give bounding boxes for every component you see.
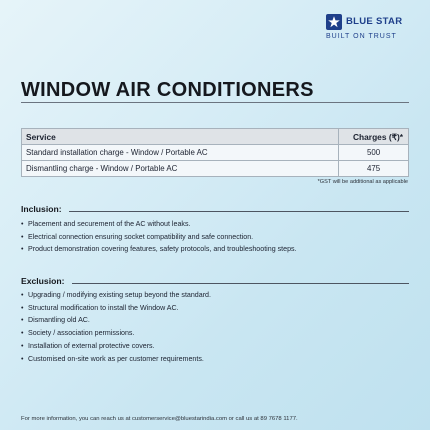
list-item: • Customised on-site work as per customer requirements. [21,353,211,366]
charge-cell: 500 [339,145,409,161]
list-item: • Placement and securement of the AC without leaks. [21,218,297,231]
charges-column-header: Charges (₹)* [339,129,409,145]
star-icon [326,14,342,30]
list-item: • Electrical connection ensuring socket compatibility and safe connection. [21,231,297,244]
list-item: • Society / association permissions. [21,327,211,340]
list-item: • Product demonstration covering features, safety protocols, and troubleshooting steps. [21,243,297,256]
exclusion-label: Exclusion: [21,276,65,286]
gst-note: *GST will be additional as applicable [317,179,408,185]
contact-footer: For more information, you can reach us at customerservice@bluestarindia.com or call us at 89 7678 1177. [21,416,298,422]
list-item: • Installation of external protective covers. [21,340,211,353]
exclusion-divider [72,283,409,284]
exclusion-heading [21,276,409,288]
charge-cell: 475 [339,161,409,177]
title-divider [21,102,409,103]
brand-name: BLUE STAR [346,16,403,27]
service-cell: Dismantling charge - Window / Portable AC [22,161,339,177]
inclusion-label: Inclusion: [21,204,62,214]
brand-tagline: BUILT ON TRUST [326,33,397,40]
service-column-header: Service [22,129,339,145]
service-cell: Standard installation charge - Window / Portable AC [22,145,339,161]
list-item: • Dismantling old AC. [21,314,211,327]
exclusion-list [21,289,211,365]
list-item: • Upgrading / modifying existing setup beyond the standard. [21,289,211,302]
page-title: WINDOW AIR CONDITIONERS [21,79,314,101]
table-row [22,145,409,161]
inclusion-list [21,218,297,256]
inclusion-divider [69,211,409,212]
charges-table [21,128,409,177]
table-row [22,161,409,177]
list-item: • Structural modification to install the Window AC. [21,302,211,315]
table-header-row [22,129,409,145]
blue-star-logo [326,14,418,42]
inclusion-heading [21,204,409,216]
